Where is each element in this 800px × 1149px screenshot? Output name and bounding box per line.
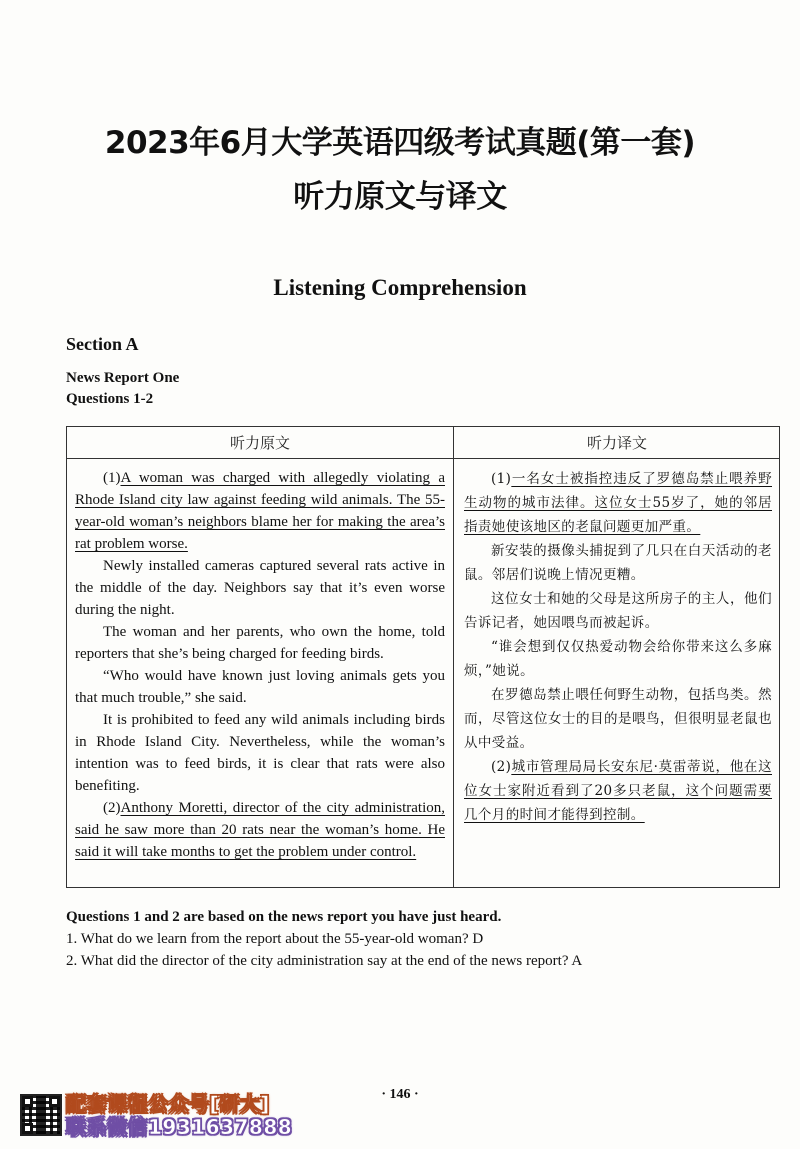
column-divider (453, 427, 454, 887)
chinese-translation (464, 467, 772, 827)
english-paragraph: The woman and her parents, who own the home, told reporters that she’s being charged for feeding birds. (75, 624, 445, 662)
title-line-2: 听力原文与译文 (293, 179, 507, 215)
watermark-line-1: 配套课程公众号[研大] (66, 1092, 270, 1116)
english-paragraph: “Who would have known just loving animals gets you that much trouble,” she said. (75, 668, 445, 706)
questions-heading: Questions 1 and 2 are based on the news report you have just heard. (66, 909, 502, 925)
english-paragraph: It is prohibited to feed any wild animals including birds in Rhode Island City. Nevertheless, while the woman’s intention was to feed birds, it is clear that rats were also benefiting. (75, 712, 445, 794)
chinese-paragraph (464, 467, 772, 539)
page-number: · 146 · (381, 1087, 419, 1102)
answer-underline: A woman was charged with allegedly violating a Rhode Island city law against feeding wild animals. The 55-year-old woman’s neighbors blame her for making the area’s rat problem worse. (75, 470, 445, 552)
questions-block (66, 906, 766, 972)
section-a-label: Section A (66, 334, 139, 354)
answer-underline: 城市管理局局长安东尼·莫雷蒂说，他在这位女士家附近看到了20多只老鼠，这个问题需要几个月的时间才能得到控制。 (464, 759, 772, 823)
report-title: News Report One (66, 370, 180, 386)
title-line-1: 2023年6月大学英语四级考试真题(第一套) (104, 125, 696, 161)
questions-range: Questions 1-2 (66, 391, 154, 407)
english-paragraph (75, 797, 445, 863)
answer-underline: 一名女士被指控违反了罗德岛禁止喂养野生动物的城市法律。这位女士55岁了，她的邻居指责她使该地区的老鼠问题更加严重。 (464, 471, 772, 535)
chinese-paragraph: 这位女士和她的父母是这所房子的主人，他们告诉记者，她因喂鸟而被起诉。 (464, 591, 772, 631)
answer-marker: (2) (491, 759, 512, 775)
answer-marker: (1) (491, 471, 512, 487)
chinese-paragraph: “谁会想到仅仅热爱动物会给你带来这么多麻烦，”她说。 (464, 639, 772, 679)
english-transcript (75, 467, 445, 863)
report-heading (66, 368, 179, 410)
column-header-translation: 听力译文 (454, 427, 780, 459)
transcript-table (66, 426, 780, 888)
answer-marker: (2) (103, 800, 121, 816)
english-paragraph: Newly installed cameras captured several rats active in the middle of the day. Neighbors say that it’s even worse during the night. (75, 558, 445, 618)
question-1: 1. What do we learn from the report about the 55-year-old woman? D (66, 931, 484, 947)
qr-code-icon (20, 1094, 62, 1136)
english-paragraph (75, 467, 445, 555)
watermark-line-2: 联系微信1931637888 (66, 1115, 293, 1139)
document-title (0, 116, 800, 224)
answer-marker: (1) (103, 470, 121, 486)
answer-underline: Anthony Moretti, director of the city administration, said he saw more than 20 rats near the woman’s home. He said it will take months to get the problem under control. (75, 800, 445, 860)
section-heading: Listening Comprehension (273, 275, 527, 300)
chinese-paragraph (464, 755, 772, 827)
chinese-paragraph: 新安装的摄像头捕捉到了几只在白天活动的老鼠。邻居们说晚上情况更糟。 (464, 543, 772, 583)
column-header-original: 听力原文 (67, 427, 453, 459)
question-2: 2. What did the director of the city administration say at the end of the news report? A (66, 953, 583, 969)
chinese-paragraph: 在罗德岛禁止喂任何野生动物，包括鸟类。然而，尽管这位女士的目的是喂鸟，但很明显老鼠也从中受益。 (464, 687, 772, 751)
